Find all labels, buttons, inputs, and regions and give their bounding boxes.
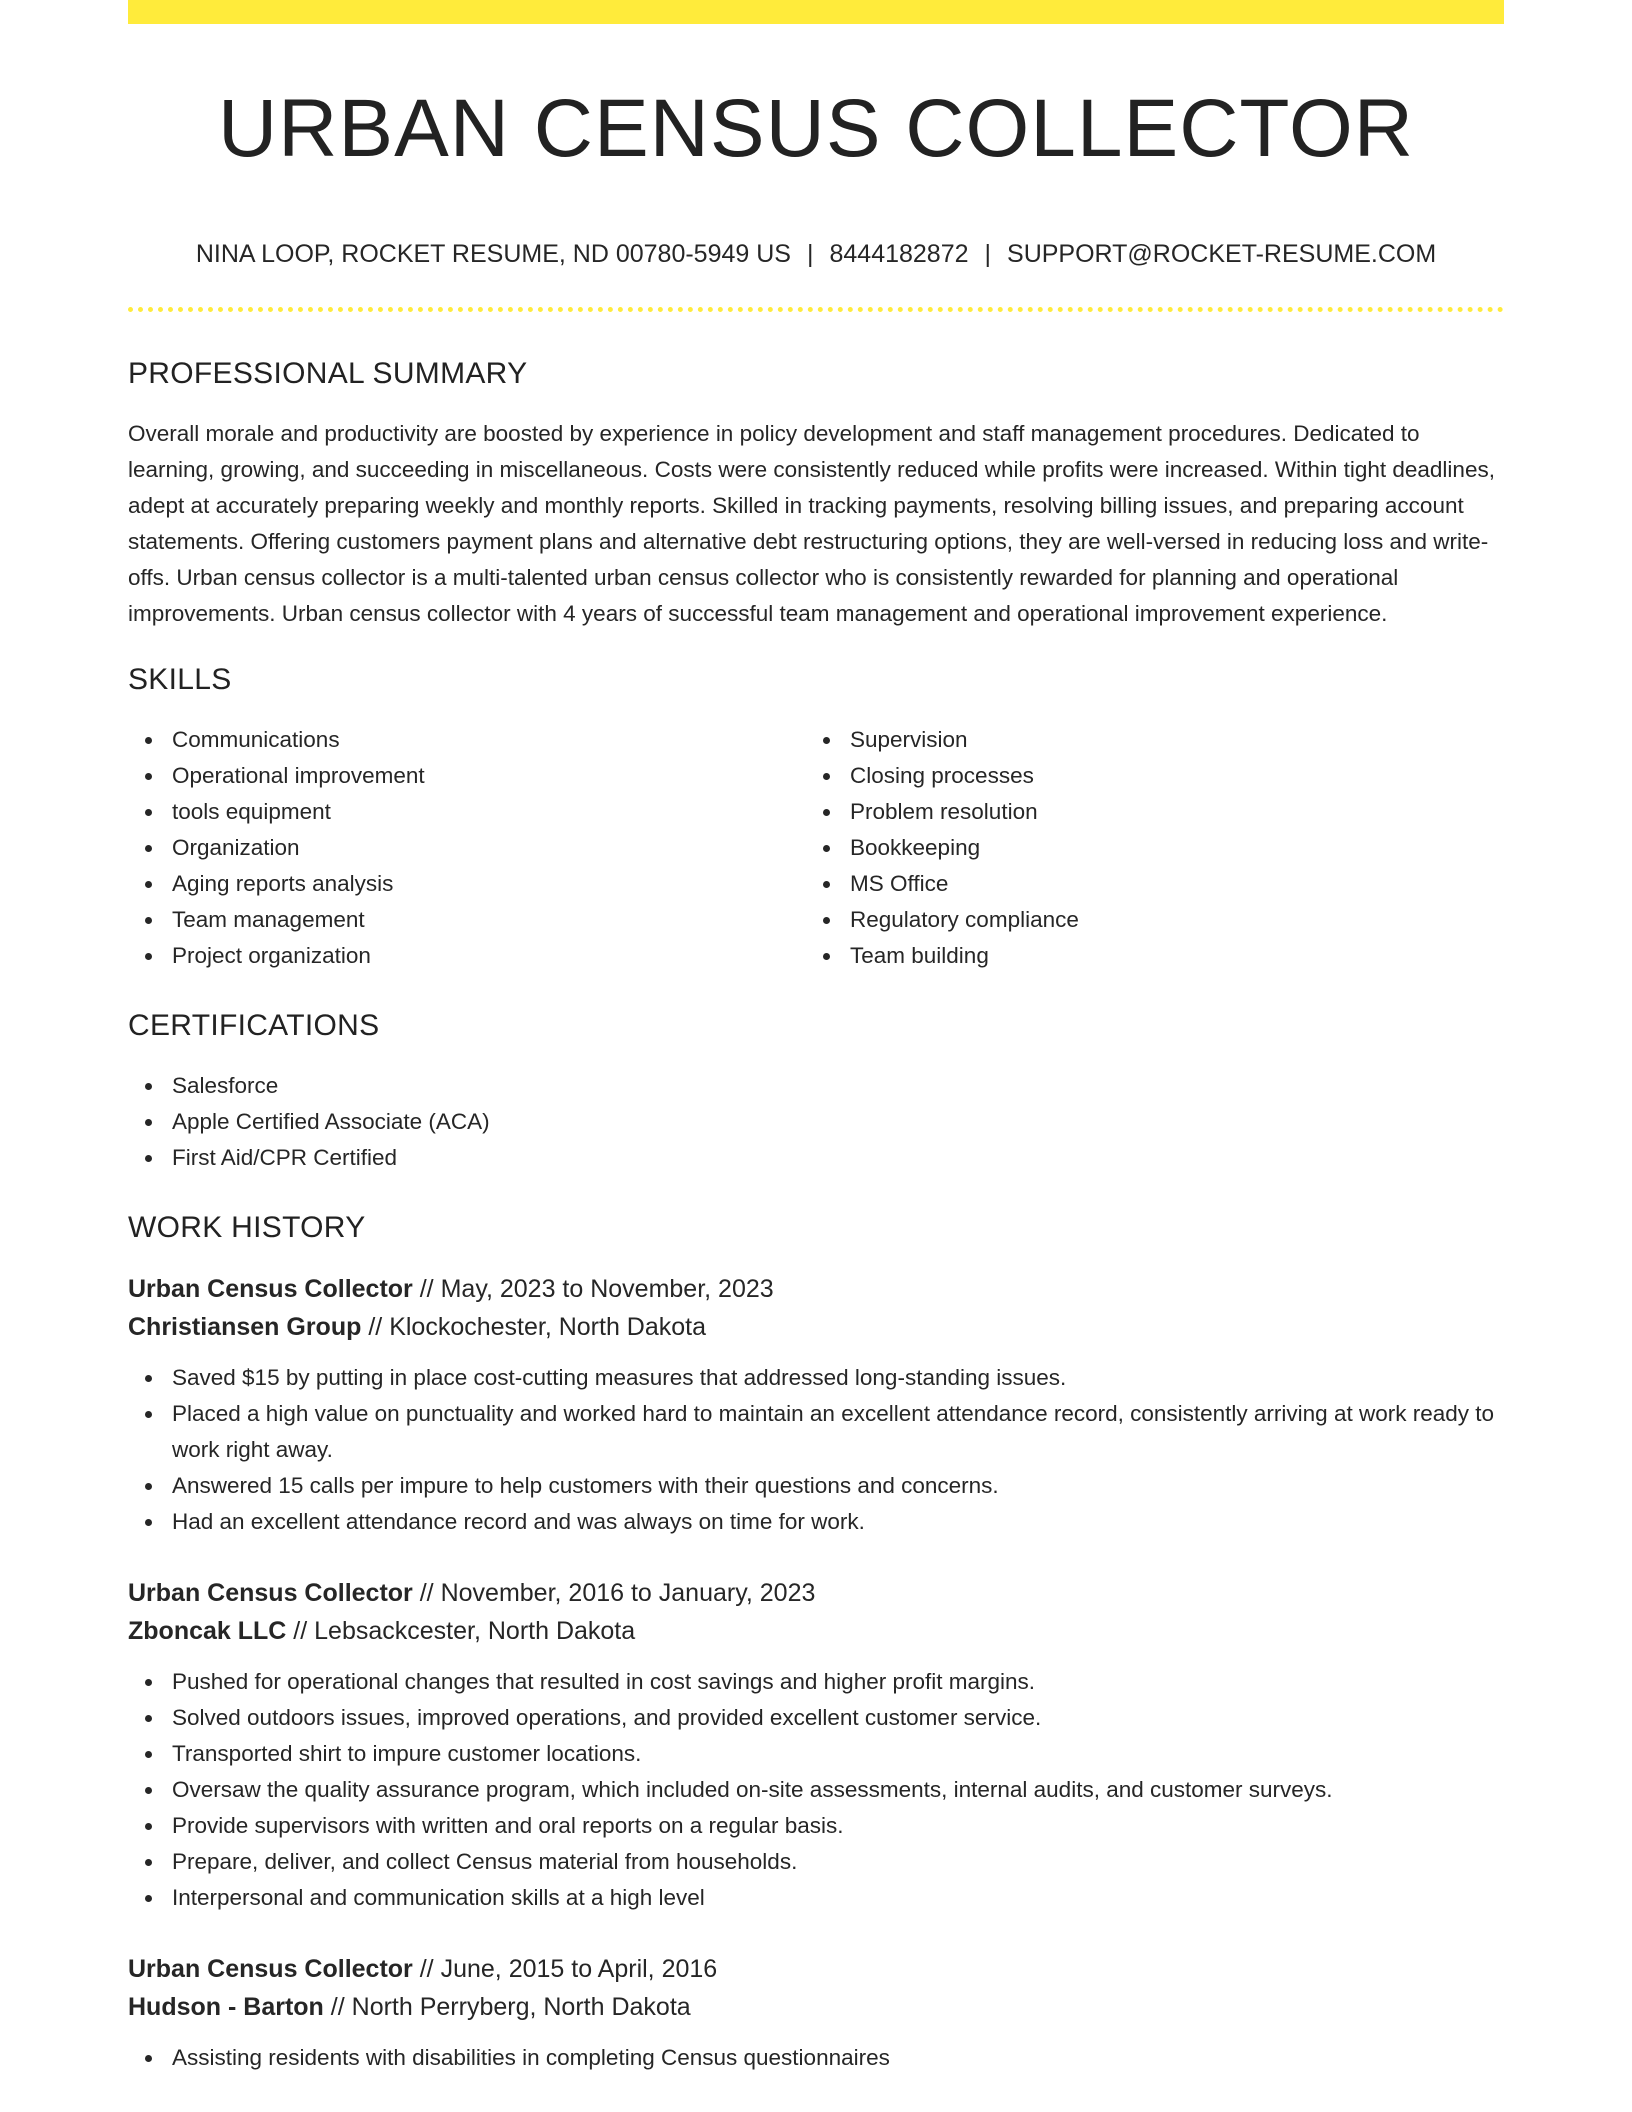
job-bullets <box>128 1664 1504 1916</box>
job-bullet: Pushed for operational changes that resulted in cost savings and higher profit margins. <box>172 1664 1504 1700</box>
job-bullet: Interpersonal and communication skills at a high level <box>172 1880 1504 1916</box>
work-history-heading: WORK HISTORY <box>128 1211 366 1244</box>
job-role: Urban Census Collector <box>128 1579 413 1607</box>
job-bullet: Oversaw the quality assurance program, which included on-site assessments, internal audits, and customer surveys. <box>172 1772 1504 1808</box>
job-company: Christiansen Group <box>128 1313 362 1341</box>
job-title-line <box>128 1574 1504 1612</box>
job-bullet: Prepare, deliver, and collect Census material from households. <box>172 1844 1504 1880</box>
skill-item: Team management <box>172 902 806 938</box>
job-bullet: Solved outdoors issues, improved operations, and provided excellent customer service. <box>172 1700 1504 1736</box>
job-divider: // <box>293 1617 308 1645</box>
job-company-line <box>128 1308 1504 1346</box>
job-divider: // <box>330 1993 345 2021</box>
top-accent-bar <box>128 0 1504 24</box>
job-entry <box>128 1950 1504 2076</box>
job-company: Zboncak LLC <box>128 1617 287 1645</box>
skill-item: Operational improvement <box>172 758 806 794</box>
job-entry <box>128 1574 1504 1916</box>
job-bullet: Transported shirt to impure customer locations. <box>172 1736 1504 1772</box>
skills-grid <box>128 722 1504 974</box>
certifications-heading: CERTIFICATIONS <box>128 1009 380 1042</box>
job-divider: // <box>419 1955 434 1983</box>
job-bullet: Placed a high value on punctuality and worked hard to maintain an excellent attendance record, consistently arriving at work ready to work right away. <box>172 1396 1504 1468</box>
contact-separator: | <box>806 240 814 268</box>
skill-item: tools equipment <box>172 794 806 830</box>
skill-item: Project organization <box>172 938 806 974</box>
job-company: Hudson - Barton <box>128 1993 324 2021</box>
skill-item: Team building <box>850 938 1484 974</box>
certification-item: First Aid/CPR Certified <box>172 1140 1504 1176</box>
skill-item: Problem resolution <box>850 794 1484 830</box>
skill-item: Closing processes <box>850 758 1484 794</box>
resume-name: URBAN CENSUS COLLECTOR <box>217 83 1415 174</box>
job-location: North Perryberg, North Dakota <box>351 1993 691 2021</box>
job-dates: May, 2023 to November, 2023 <box>440 1275 774 1303</box>
job-location: Lebsackcester, North Dakota <box>314 1617 636 1645</box>
job-location: Klockochester, North Dakota <box>389 1313 707 1341</box>
skill-item: Communications <box>172 722 806 758</box>
job-divider: // <box>419 1579 434 1607</box>
contact-line <box>128 236 1504 272</box>
job-company-line <box>128 1988 1504 2026</box>
job-bullet: Provide supervisors with written and oral reports on a regular basis. <box>172 1808 1504 1844</box>
job-bullets <box>128 1360 1504 1540</box>
skill-item: Supervision <box>850 722 1484 758</box>
job-bullet: Saved $15 by putting in place cost-cutting measures that addressed long-standing issues. <box>172 1360 1504 1396</box>
job-dates: November, 2016 to January, 2023 <box>440 1579 816 1607</box>
resume-page <box>128 0 1504 2112</box>
job-bullets <box>128 2040 1504 2076</box>
skills-heading: SKILLS <box>128 663 232 696</box>
skill-item: Bookkeeping <box>850 830 1484 866</box>
skill-item: Regulatory compliance <box>850 902 1484 938</box>
certifications-list <box>128 1068 1504 1176</box>
job-bullet: Answered 15 calls per impure to help customers with their questions and concerns. <box>172 1468 1504 1504</box>
job-title-line <box>128 1270 1504 1308</box>
skill-item: Aging reports analysis <box>172 866 806 902</box>
contact-address: NINA LOOP, ROCKET RESUME, ND 00780-5949 US <box>195 240 791 268</box>
certification-item: Apple Certified Associate (ACA) <box>172 1104 1504 1140</box>
summary-text: Overall morale and productivity are boosted by experience in policy development and staff management procedures. Dedicated to learning, growing, and succeeding in miscellaneous. Costs were consistently reduced while profits were increased. Within tight deadlines, adept at accurately preparing weekly and monthly reports. Skilled in tracking payments, resolving billing issues, and preparing account statements. Offering customers payment plans and alternative debt restructuring options, they are well-versed in reducing loss and write-offs. Urban census collector is a multi-talented urban census collector who is consistently rewarded for planning and operational improvements. Urban census collector with 4 years of successful team management and operational improvement experience. <box>128 421 1495 626</box>
skills-list-left <box>128 722 806 974</box>
skill-item: Organization <box>172 830 806 866</box>
skills-list-right <box>806 722 1484 974</box>
job-bullet: Had an excellent attendance record and was always on time for work. <box>172 1504 1504 1540</box>
skill-item: MS Office <box>850 866 1484 902</box>
job-divider: // <box>368 1313 383 1341</box>
job-dates: June, 2015 to April, 2016 <box>440 1955 718 1983</box>
contact-email: SUPPORT@ROCKET-RESUME.COM <box>1007 240 1437 268</box>
contact-separator: | <box>984 240 992 268</box>
summary-heading: PROFESSIONAL SUMMARY <box>128 357 528 390</box>
job-bullet: Assisting residents with disabilities in completing Census questionnaires <box>172 2040 1504 2076</box>
job-divider: // <box>419 1275 434 1303</box>
resume-content <box>128 352 1504 2110</box>
job-title-line <box>128 1950 1504 1988</box>
job-role: Urban Census Collector <box>128 1275 413 1303</box>
dotted-divider <box>128 307 1504 312</box>
certification-item: Salesforce <box>172 1068 1504 1104</box>
contact-phone: 8444182872 <box>829 240 969 268</box>
job-role: Urban Census Collector <box>128 1955 413 1983</box>
job-entry <box>128 1270 1504 1540</box>
job-company-line <box>128 1612 1504 1650</box>
